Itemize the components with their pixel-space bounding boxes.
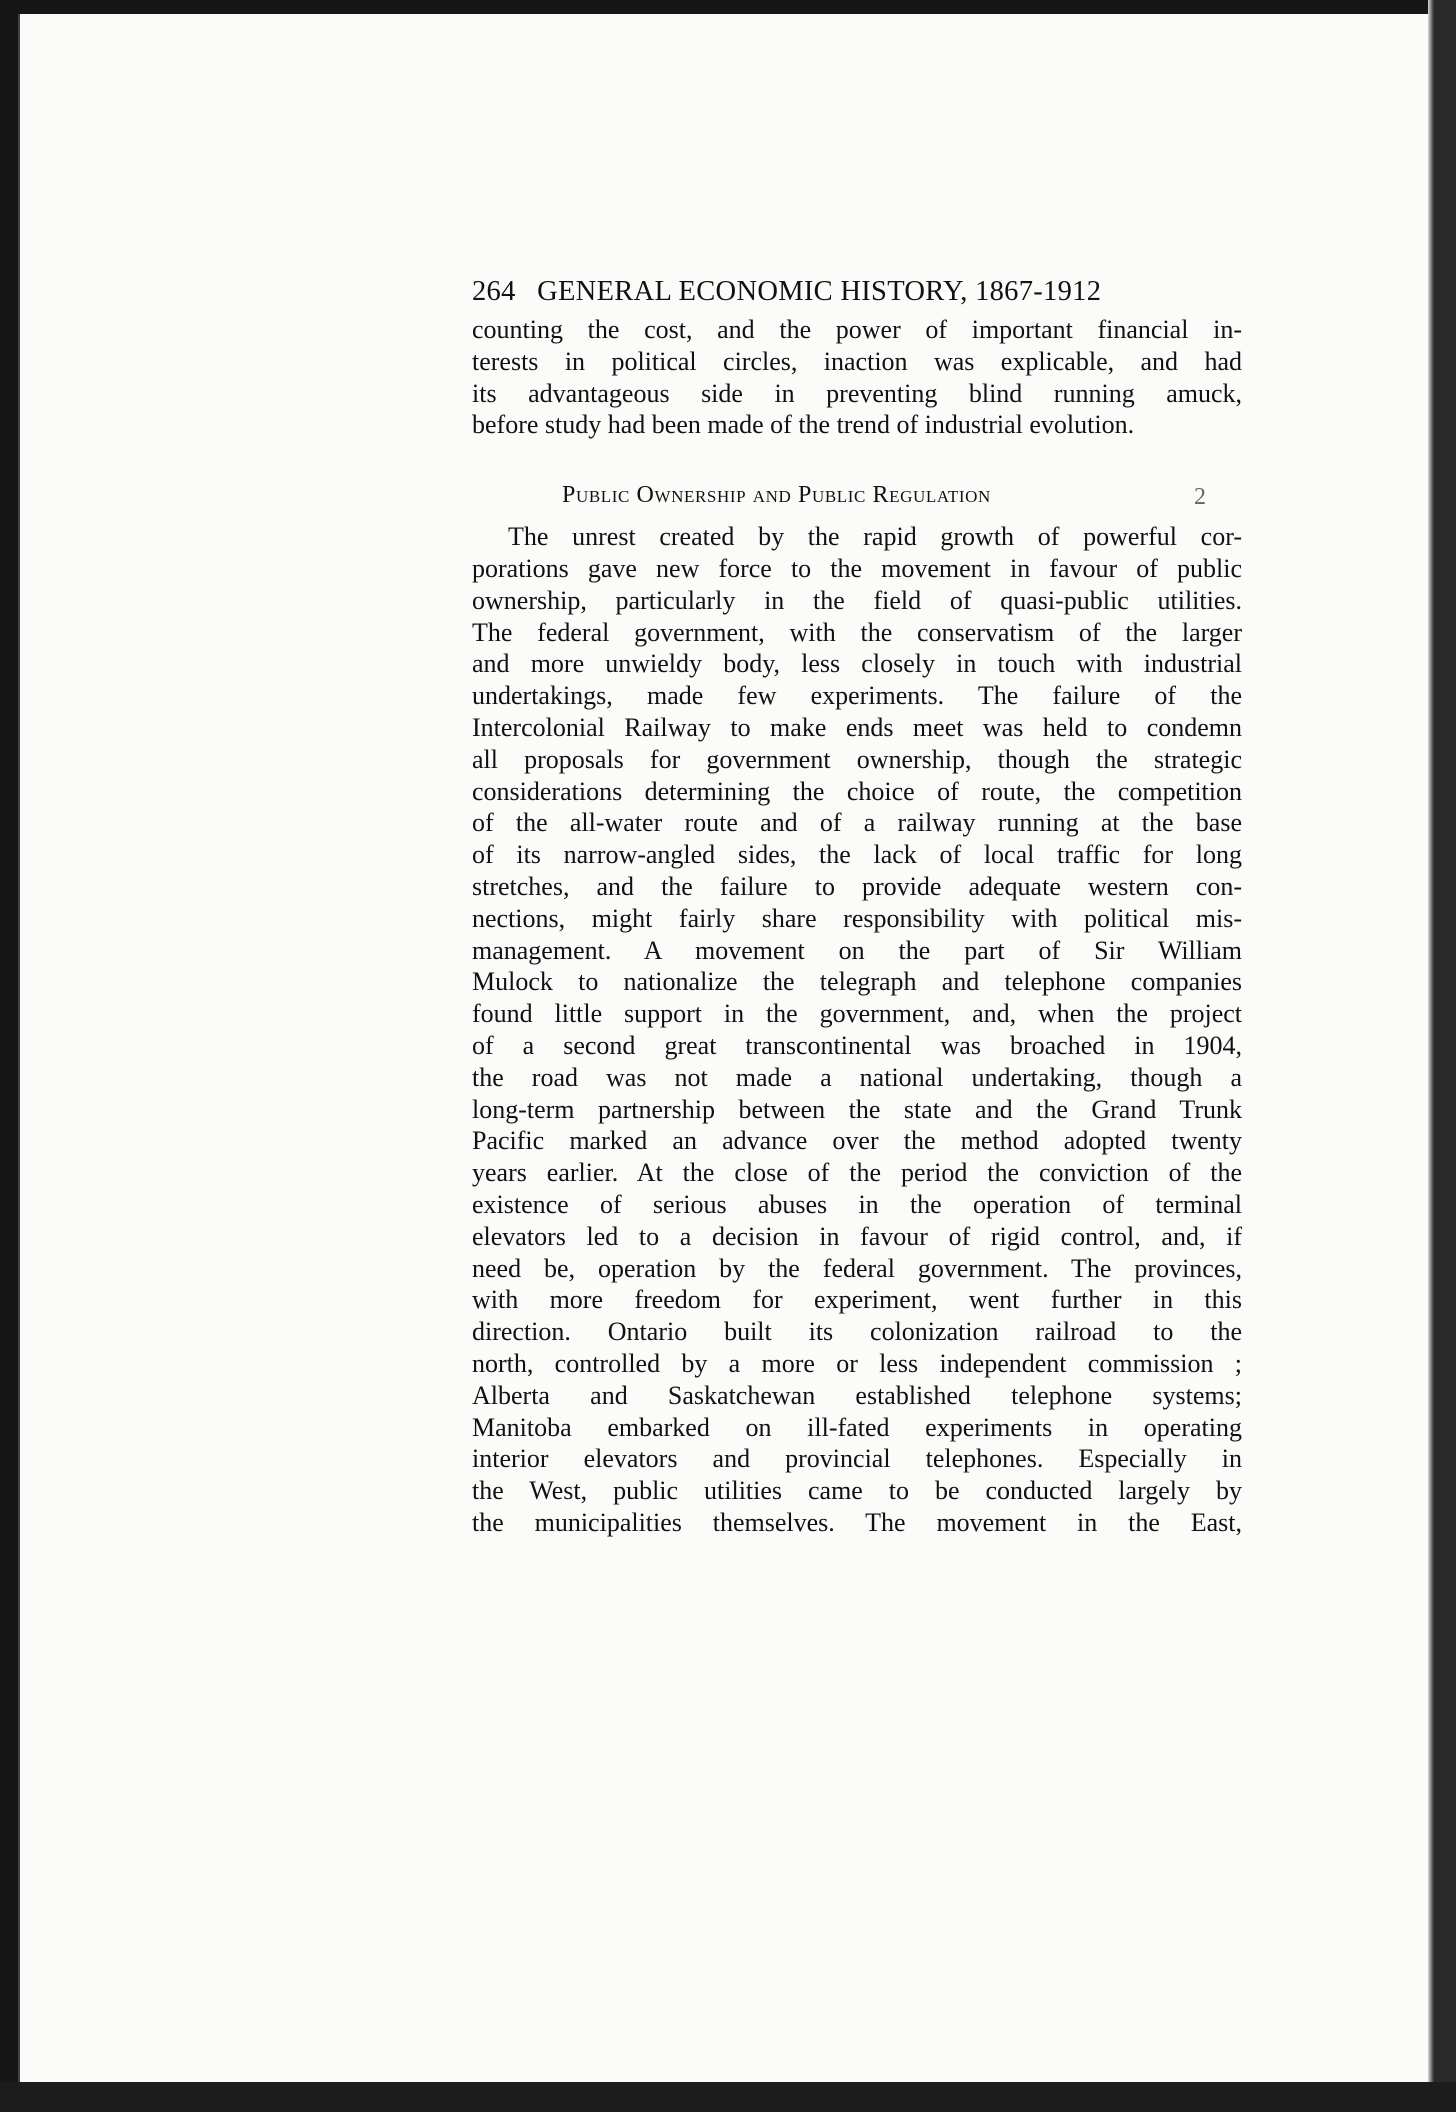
text-line: of a second great transcontinental was broached in 1904, xyxy=(472,1030,1242,1060)
text-line: nections, might fairly share responsibility with political mis- xyxy=(472,903,1242,933)
text-line: existence of serious abuses in the operation of terminal xyxy=(472,1189,1242,1219)
opening-paragraph xyxy=(472,314,1242,441)
running-title: GENERAL ECONOMIC HISTORY, 1867-1912 xyxy=(537,276,1102,307)
text-line: its advantageous side in preventing blind running amuck, xyxy=(472,378,1242,408)
text-line: Manitoba embarked on ill-fated experiments in operating xyxy=(472,1412,1242,1442)
spacer xyxy=(472,441,1242,477)
text-line: before study had been made of the trend of industrial evolution. xyxy=(472,410,1135,440)
text-line: Intercolonial Railway to make ends meet was held to condemn xyxy=(472,712,1242,742)
text-line: with more freedom for experiment, went further in this xyxy=(472,1285,1242,1315)
text-line: of its narrow-angled sides, the lack of local traffic for long xyxy=(472,840,1242,870)
running-head xyxy=(472,272,1242,314)
text-line: found little support in the government, and, when the project xyxy=(472,999,1242,1029)
text-line: The federal government, with the conservatism of the larger xyxy=(472,617,1242,647)
text-line: years earlier. At the close of the period the conviction of the xyxy=(472,1158,1242,1188)
text-line: Alberta and Saskatchewan established telephone systems; xyxy=(472,1380,1242,1410)
page-edge-shadow xyxy=(1428,0,1456,2112)
text-line: stretches, and the failure to provide adequate western con- xyxy=(472,871,1242,901)
text-line: ownership, particularly in the field of quasi-public utilities. xyxy=(472,585,1242,615)
text-line: long-term partnership between the state and the Grand Trunk xyxy=(472,1094,1242,1124)
text-line: need be, operation by the federal government. The provinces, xyxy=(472,1253,1242,1283)
text-line: management. A movement on the part of Sir William xyxy=(472,935,1242,965)
text-line: considerations determining the choice of route, the competition xyxy=(472,776,1242,806)
page-number: 264 xyxy=(472,276,516,307)
text-line: of the all-water route and of a railway running at the base xyxy=(472,808,1242,838)
text-line: Mulock to nationalize the telegraph and telephone companies xyxy=(472,967,1242,997)
text-line: the road was not made a national undertaking, though a xyxy=(472,1062,1242,1092)
text-line: the municipalities themselves. The movement in the East, xyxy=(472,1507,1242,1537)
text-line: The unrest created by the rapid growth of powerful cor- xyxy=(508,522,1242,552)
text-line: counting the cost, and the power of important financial in- xyxy=(472,315,1242,344)
text-line: north, controlled by a more or less independent commission ; xyxy=(472,1348,1242,1378)
text-line: all proposals for government ownership, though the strategic xyxy=(472,744,1242,774)
text-line: undertakings, made few experiments. The failure of the xyxy=(472,681,1242,711)
text-line: elevators led to a decision in favour of rigid control, and, if xyxy=(472,1221,1242,1251)
margin-mark: 2 xyxy=(1194,484,1207,511)
body-paragraph xyxy=(472,521,1242,1539)
section-heading-text: Public Ownership and Public Regulation xyxy=(562,482,991,509)
text-line: the West, public utilities came to be conducted largely by xyxy=(472,1476,1242,1506)
text-line: and more unwieldy body, less closely in touch with industrial xyxy=(472,649,1242,679)
text-line: Pacific marked an advance over the method adopted twenty xyxy=(472,1126,1242,1156)
section-heading xyxy=(472,477,1242,521)
text-line: terests in political circles, inaction was explicable, and had xyxy=(472,346,1242,376)
scan-bottom-border xyxy=(0,2082,1456,2112)
text-line: porations gave new force to the movement in favour of public xyxy=(472,553,1242,583)
text-line: interior elevators and provincial telephones. Especially in xyxy=(472,1444,1242,1474)
page-text xyxy=(472,272,1242,1539)
text-line: direction. Ontario built its colonization railroad to the xyxy=(472,1317,1242,1347)
